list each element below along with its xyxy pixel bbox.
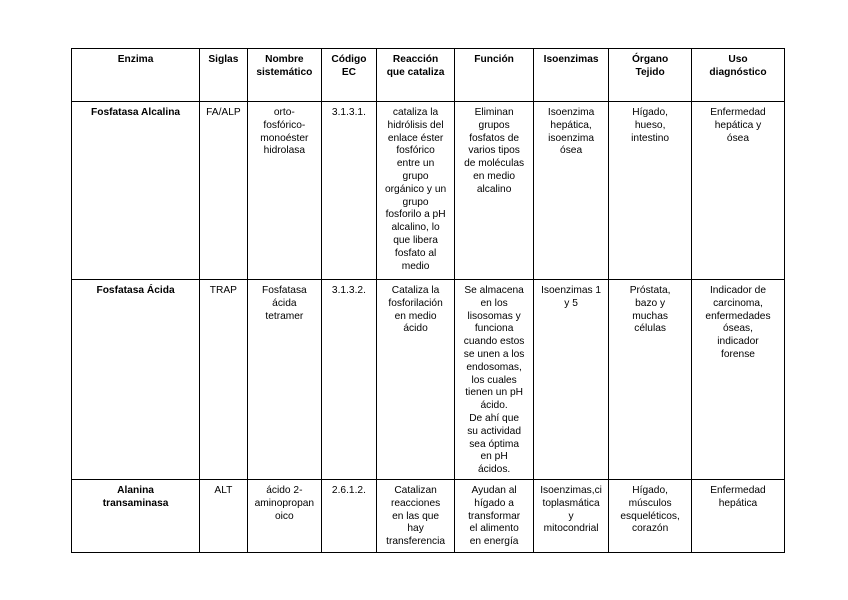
header-organo: Órgano Tejido bbox=[609, 49, 692, 102]
cell-codigo: 3.1.3.2. bbox=[322, 280, 377, 480]
cell-enzima: Fosfatasa Ácida bbox=[72, 280, 200, 480]
cell-enzima: Fosfatasa Alcalina bbox=[72, 102, 200, 280]
cell-siglas: ALT bbox=[200, 479, 248, 552]
cell-nombre: Fosfatasa ácida tetramer bbox=[247, 280, 321, 480]
cell-isoenzimas: Isoenzimas 1 y 5 bbox=[533, 280, 608, 480]
header-uso: Uso diagnóstico bbox=[691, 49, 784, 102]
cell-uso: Enfermedad hepática bbox=[691, 479, 784, 552]
table-row bbox=[72, 479, 785, 552]
cell-funcion: Eliminan grupos fosfatos de varios tipos de moléculas en medio alcalino bbox=[455, 102, 534, 280]
header-funcion: Función bbox=[455, 49, 534, 102]
header-siglas: Siglas bbox=[200, 49, 248, 102]
cell-siglas: TRAP bbox=[200, 280, 248, 480]
table-row bbox=[72, 102, 785, 280]
cell-isoenzimas: Isoenzima hepática, isoenzima ósea bbox=[533, 102, 608, 280]
cell-enzima: Alanina transaminasa bbox=[72, 479, 200, 552]
cell-codigo: 3.1.3.1. bbox=[322, 102, 377, 280]
header-reaccion: Reacción que cataliza bbox=[376, 49, 455, 102]
cell-uso: Indicador de carcinoma, enfermedades óseas, indicador forense bbox=[691, 280, 784, 480]
header-enzima: Enzima bbox=[72, 49, 200, 102]
header-isoenzimas: Isoenzimas bbox=[533, 49, 608, 102]
cell-funcion: Se almacena en los lisosomas y funciona cuando estos se unen a los endosomas, los cuales tienen un pH ácido. De ahí que su actividad sea óptima en pH ácidos. bbox=[455, 280, 534, 480]
cell-uso: Enfermedad hepática y ósea bbox=[691, 102, 784, 280]
cell-codigo: 2.6.1.2. bbox=[322, 479, 377, 552]
cell-organo: Hígado, hueso, intestino bbox=[609, 102, 692, 280]
cell-organo: Hígado, músculos esqueléticos, corazón bbox=[609, 479, 692, 552]
cell-reaccion: Cataliza la fosforilación en medio ácido bbox=[376, 280, 455, 480]
cell-reaccion: cataliza la hidrólisis del enlace éster fosfórico entre un grupo orgánico y un grupo fosforilo a pH alcalino, lo que libera fosfato al medio bbox=[376, 102, 455, 280]
table-row bbox=[72, 280, 785, 480]
cell-reaccion: Catalizan reacciones en las que hay transferencia bbox=[376, 479, 455, 552]
cell-siglas: FA/ALP bbox=[200, 102, 248, 280]
cell-isoenzimas: Isoenzimas,ci toplasmática y mitocondrial bbox=[533, 479, 608, 552]
header-row bbox=[72, 49, 785, 102]
cell-funcion: Ayudan al hígado a transformar el alimento en energía bbox=[455, 479, 534, 552]
header-codigo: Código EC bbox=[322, 49, 377, 102]
cell-nombre: orto- fosfórico- monoéster hidrolasa bbox=[247, 102, 321, 280]
cell-nombre: ácido 2- aminopropan oico bbox=[247, 479, 321, 552]
cell-organo: Próstata, bazo y muchas células bbox=[609, 280, 692, 480]
enzyme-table bbox=[71, 48, 785, 553]
header-nombre: Nombre sistemático bbox=[247, 49, 321, 102]
